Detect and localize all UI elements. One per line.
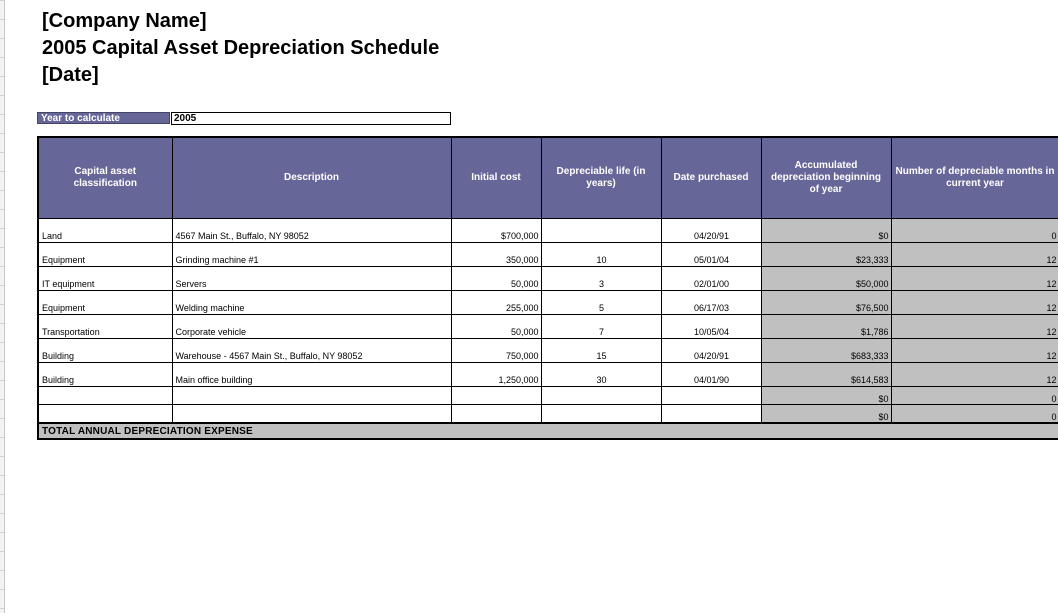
cell-classification[interactable]: Land bbox=[38, 219, 172, 243]
cell-accumulated-depreciation[interactable]: $614,583 bbox=[761, 363, 891, 387]
cell-initial-cost[interactable]: 350,000 bbox=[451, 243, 541, 267]
table-row bbox=[38, 405, 1058, 424]
cell-classification[interactable]: Equipment bbox=[38, 243, 172, 267]
cell-date-purchased[interactable]: 06/17/03 bbox=[661, 291, 761, 315]
cell-depreciable-months[interactable]: 12 bbox=[891, 339, 1058, 363]
cell-description[interactable]: Main office building bbox=[172, 363, 451, 387]
cell-classification[interactable]: Equipment bbox=[38, 291, 172, 315]
cell-description[interactable]: 4567 Main St., Buffalo, NY 98052 bbox=[172, 219, 451, 243]
table-row bbox=[38, 339, 1058, 363]
table-row bbox=[38, 315, 1058, 339]
cell-initial-cost[interactable] bbox=[451, 405, 541, 424]
cell-accumulated-depreciation[interactable]: $1,786 bbox=[761, 315, 891, 339]
cell-depreciable-life[interactable] bbox=[541, 219, 661, 243]
cell-depreciable-life[interactable]: 30 bbox=[541, 363, 661, 387]
cell-depreciable-life[interactable]: 5 bbox=[541, 291, 661, 315]
table-row bbox=[38, 387, 1058, 405]
cell-date-purchased[interactable] bbox=[661, 405, 761, 424]
table-row bbox=[38, 363, 1058, 387]
cell-depreciable-months[interactable]: 0 bbox=[891, 405, 1058, 424]
col-header-depreciable-months[interactable]: Number of depreciable months in current year bbox=[891, 137, 1058, 219]
total-row bbox=[38, 423, 1058, 439]
cell-date-purchased[interactable]: 02/01/00 bbox=[661, 267, 761, 291]
cell-date-purchased[interactable]: 04/20/91 bbox=[661, 219, 761, 243]
cell-date-purchased[interactable]: 04/01/90 bbox=[661, 363, 761, 387]
depreciation-table bbox=[37, 136, 1058, 440]
table-header-row bbox=[38, 137, 1058, 219]
cell-description[interactable] bbox=[172, 387, 451, 405]
cell-classification[interactable]: IT equipment bbox=[38, 267, 172, 291]
cell-accumulated-depreciation[interactable]: $683,333 bbox=[761, 339, 891, 363]
cell-depreciable-life[interactable]: 7 bbox=[541, 315, 661, 339]
cell-accumulated-depreciation[interactable]: $76,500 bbox=[761, 291, 891, 315]
col-header-description[interactable]: Description bbox=[172, 137, 451, 219]
cell-classification[interactable] bbox=[38, 387, 172, 405]
col-header-date-purchased[interactable]: Date purchased bbox=[661, 137, 761, 219]
cell-initial-cost[interactable]: 50,000 bbox=[451, 267, 541, 291]
cell-description[interactable]: Grinding machine #1 bbox=[172, 243, 451, 267]
cell-accumulated-depreciation[interactable]: $50,000 bbox=[761, 267, 891, 291]
cell-initial-cost[interactable] bbox=[451, 387, 541, 405]
cell-description[interactable] bbox=[172, 405, 451, 424]
col-header-classification[interactable]: Capital asset classification bbox=[38, 137, 172, 219]
cell-depreciable-life[interactable] bbox=[541, 405, 661, 424]
cell-accumulated-depreciation[interactable]: $0 bbox=[761, 405, 891, 424]
company-name[interactable]: [Company Name] bbox=[42, 10, 207, 32]
cell-depreciable-months[interactable]: 0 bbox=[891, 219, 1058, 243]
cell-accumulated-depreciation[interactable]: $0 bbox=[761, 387, 891, 405]
cell-initial-cost[interactable]: $700,000 bbox=[451, 219, 541, 243]
cell-description[interactable]: Servers bbox=[172, 267, 451, 291]
row-header-strip bbox=[0, 0, 5, 613]
cell-classification[interactable]: Building bbox=[38, 339, 172, 363]
cell-description[interactable]: Welding machine bbox=[172, 291, 451, 315]
cell-date-purchased[interactable]: 04/20/91 bbox=[661, 339, 761, 363]
col-header-accumulated-depreciation[interactable]: Accumulated depreciation beginning of year bbox=[761, 137, 891, 219]
cell-initial-cost[interactable]: 1,250,000 bbox=[451, 363, 541, 387]
page-title[interactable]: 2005 Capital Asset Depreciation Schedule bbox=[42, 37, 440, 59]
cell-classification[interactable]: Building bbox=[38, 363, 172, 387]
cell-depreciable-months[interactable]: 12 bbox=[891, 363, 1058, 387]
table-row bbox=[38, 243, 1058, 267]
cell-accumulated-depreciation[interactable]: $23,333 bbox=[761, 243, 891, 267]
total-annual-depreciation-label[interactable]: TOTAL ANNUAL DEPRECIATION EXPENSE bbox=[38, 423, 1058, 439]
table-row bbox=[38, 267, 1058, 291]
cell-classification[interactable]: Transportation bbox=[38, 315, 172, 339]
cell-depreciable-months[interactable]: 12 bbox=[891, 243, 1058, 267]
cell-classification[interactable] bbox=[38, 405, 172, 424]
cell-depreciable-months[interactable]: 12 bbox=[891, 267, 1058, 291]
col-header-depreciable-life[interactable]: Depreciable life (in years) bbox=[541, 137, 661, 219]
cell-depreciable-months[interactable]: 0 bbox=[891, 387, 1058, 405]
cell-depreciable-months[interactable]: 12 bbox=[891, 315, 1058, 339]
cell-initial-cost[interactable]: 50,000 bbox=[451, 315, 541, 339]
cell-date-purchased[interactable] bbox=[661, 387, 761, 405]
col-header-initial-cost[interactable]: Initial cost bbox=[451, 137, 541, 219]
cell-depreciable-life[interactable]: 10 bbox=[541, 243, 661, 267]
cell-description[interactable]: Corporate vehicle bbox=[172, 315, 451, 339]
cell-initial-cost[interactable]: 255,000 bbox=[451, 291, 541, 315]
cell-date-purchased[interactable]: 05/01/04 bbox=[661, 243, 761, 267]
year-to-calculate-input[interactable]: 2005 bbox=[171, 112, 451, 125]
cell-depreciable-life[interactable] bbox=[541, 387, 661, 405]
table-row bbox=[38, 219, 1058, 243]
year-to-calculate-label: Year to calculate bbox=[37, 112, 170, 124]
cell-date-purchased[interactable]: 10/05/04 bbox=[661, 315, 761, 339]
cell-description[interactable]: Warehouse - 4567 Main St., Buffalo, NY 98052 bbox=[172, 339, 451, 363]
report-date[interactable]: [Date] bbox=[42, 64, 99, 86]
cell-depreciable-months[interactable]: 12 bbox=[891, 291, 1058, 315]
cell-depreciable-life[interactable]: 3 bbox=[541, 267, 661, 291]
cell-initial-cost[interactable]: 750,000 bbox=[451, 339, 541, 363]
cell-accumulated-depreciation[interactable]: $0 bbox=[761, 219, 891, 243]
table-row bbox=[38, 291, 1058, 315]
cell-depreciable-life[interactable]: 15 bbox=[541, 339, 661, 363]
